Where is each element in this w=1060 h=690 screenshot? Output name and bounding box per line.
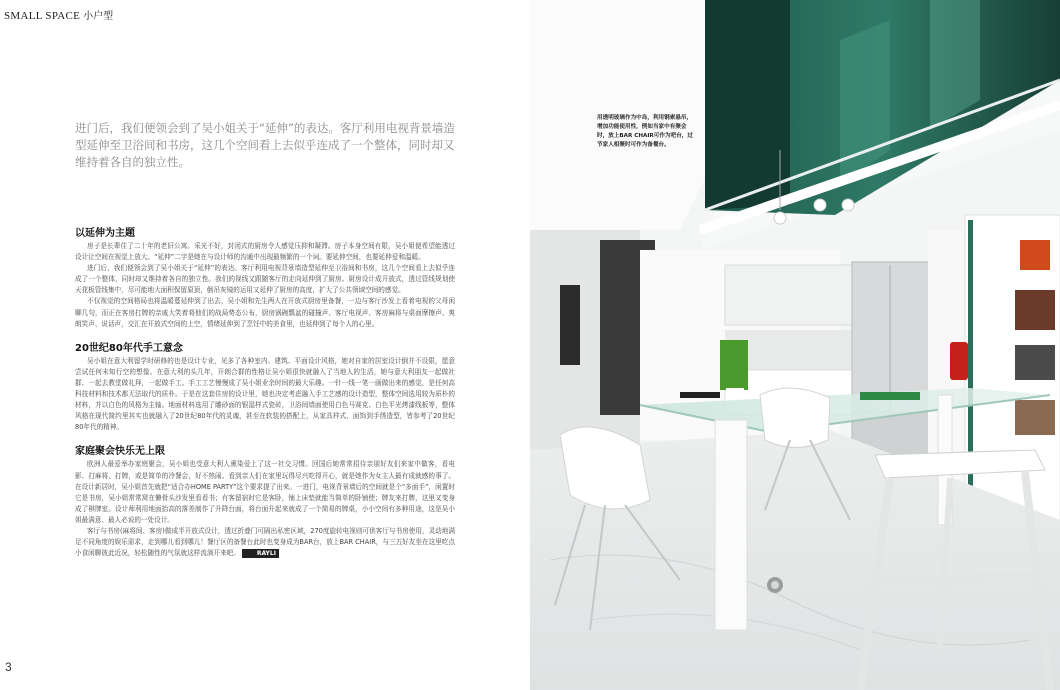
- page-number: 3: [5, 660, 12, 674]
- body-paragraph-text: 客厅与书房(麻将间、客房)做成半开放式设计，透过折叠门可隔出私密区域，270度旋转电视则可供客厅与书房使用，灵动地满足不同角度的娱乐需求，走到哪儿看到哪儿！餐厅区的备餐台此时也变身成为BAR台，放上BAR CHAIR，与三五好友坐在这里吃点小食闲聊彼此近况，轻松随性的气氛就这样流淌开来吧。: [75, 526, 455, 558]
- section-heading: 家庭聚会快乐无上限: [75, 446, 165, 458]
- magazine-section-header: [4, 7, 113, 22]
- body-paragraph: 吴小姐在意大利留学时研修的也是设计专业，见多了各种室内、建筑、平面设计风格，她对自家的居室设计倒并不设限，愿意尝试任何未知行空的想像。在意大利的头几年，开朗合群的性格让吴小姐很快就融入了当地人的生活，她与意大利朋友一起做社群、一起去教堂做礼拜，一起做手工。手工工艺慢慢成了吴小姐业余时间的最大乐趣。一针一线一笔一画做出来的感觉，是任何高科技材料和技术都无法取代的质朴。于是在这套住房的设计里，她也决定考虑融入手工艺感的设计造型，整体空间选用较为质朴的材料，并以白色的风格为主轴。地面材料选用了雕砂面的银湿样式瓷砖，卫浴间墙面使用白色马赛克、白色平光烤漆线板等，整体风格在现代简约里其实也就融入了20世纪80年代的灵魂，甚至在软装的搭配上，从家具样式、面饰到手绣造型，皆参考了20世纪80年代的精神。: [75, 356, 455, 432]
- body-paragraph: [75, 526, 455, 559]
- article-section-party: [75, 442, 455, 559]
- body-paragraph: 不仅视觉的空间格局也将温暖蔓延伸到了出去，吴小姐和先生两人在开放式厨房里备餐，一边与客厅沙发上看着电视的父母闲聊几句，而正在客房打牌的亲戚大笑着将他们的战局势态公布，厨房锅碗瓢盆的碰撞声、客厅电视声、客房麻将与桌面摩擦声、爽朗笑声、说话声，交汇在开放式空间的上空，情绪延伸到了烹饪中的美食里，也延伸到了每个人的心里。: [75, 297, 455, 328]
- header-title-zh: 小户型: [83, 11, 114, 22]
- article-section-handcraft: [75, 339, 455, 434]
- section-heading: 以延伸为主题: [75, 228, 135, 239]
- body-paragraph: 进门后，我们便领会到了吴小姐关于“延伸”的表达。客厅利用电视背景墙造型延伸至卫浴间和书房，这几个空间看上去似乎连成了一个整体，同时却又维持着各自的独立性。我们的视线又跟随客厅的走向延伸到了厨房。厨房设计成开放式，透过管线规划使天花板管线集中，尽可能地大面积保留原顶，倒吊灰镜的运用又延伸了厨房的高度，扩大了公共领域空间的感觉。: [75, 264, 455, 295]
- article-body: [75, 224, 455, 568]
- body-paragraph: 房子是长辈住了二十年的老旧公寓。采光不好，封闭式的厨房令人感觉压抑和凝滞。房子本身空间有限，吴小姐便希望能透过设计让空间在视觉上放大。“延伸”二字是她在与设计师的沟通中出现最频繁的一个词。要延伸空间，也要延伸爱和温暖。: [75, 242, 455, 262]
- section-heading: 20世纪80年代手工意念: [75, 342, 183, 354]
- photo-caption: 用透明玻璃作为中岛，利用钢索悬吊，增加功能使用性，例如当家中有聚会时，放上BAR CHAIR可作为吧台，过节家人相聚时可作为备餐台。: [597, 115, 693, 148]
- body-paragraph: 欧洲人最爱举办家庭聚会，吴小姐也受意大利人熏染爱上了这一社交习惯。回国后她常常招待亲朋好友们来家中做客，看电影、打麻将、打牌，或是简单的冷餐会，好不热闹。看到亲人们在家里玩得尽兴吃得开心，就是她作为女主人最有成就感的事了。在设计新居时，吴小姐首先就把“适合办HOME PARTY”这个要求提了出来。一进门，电视背景墙后的空间就是个“多面手”，闲置时它是书房，吴小姐常常窝在懒骨头沙发里看看书；有客留宿时它是客卧，铺上床垫就能当简单的卧铺使；牌友来打牌，这里又变身成了棋牌室。设计师利用地面抬高的落差制作了升降台面，将台面升起来就成了一个简易的牌桌，小小空间有多种用途，这是吴小姐最满意、最人必说的一处设计。: [75, 460, 455, 524]
- header-title-en: SMALL SPACE: [4, 10, 81, 22]
- article-section-extension: [75, 224, 455, 330]
- lead-paragraph: 进门后，我们便领会到了吴小姐关于“延伸”的表达。客厅利用电视背景墙造型延伸至卫浴间和书房，这几个空间看上去似乎连成了一个整体，同时却又维持着各自的独立性。: [75, 121, 455, 169]
- right-page: [530, 0, 1060, 690]
- interior-photo: [530, 0, 1060, 690]
- end-tag-logo: RAYLI: [242, 549, 279, 558]
